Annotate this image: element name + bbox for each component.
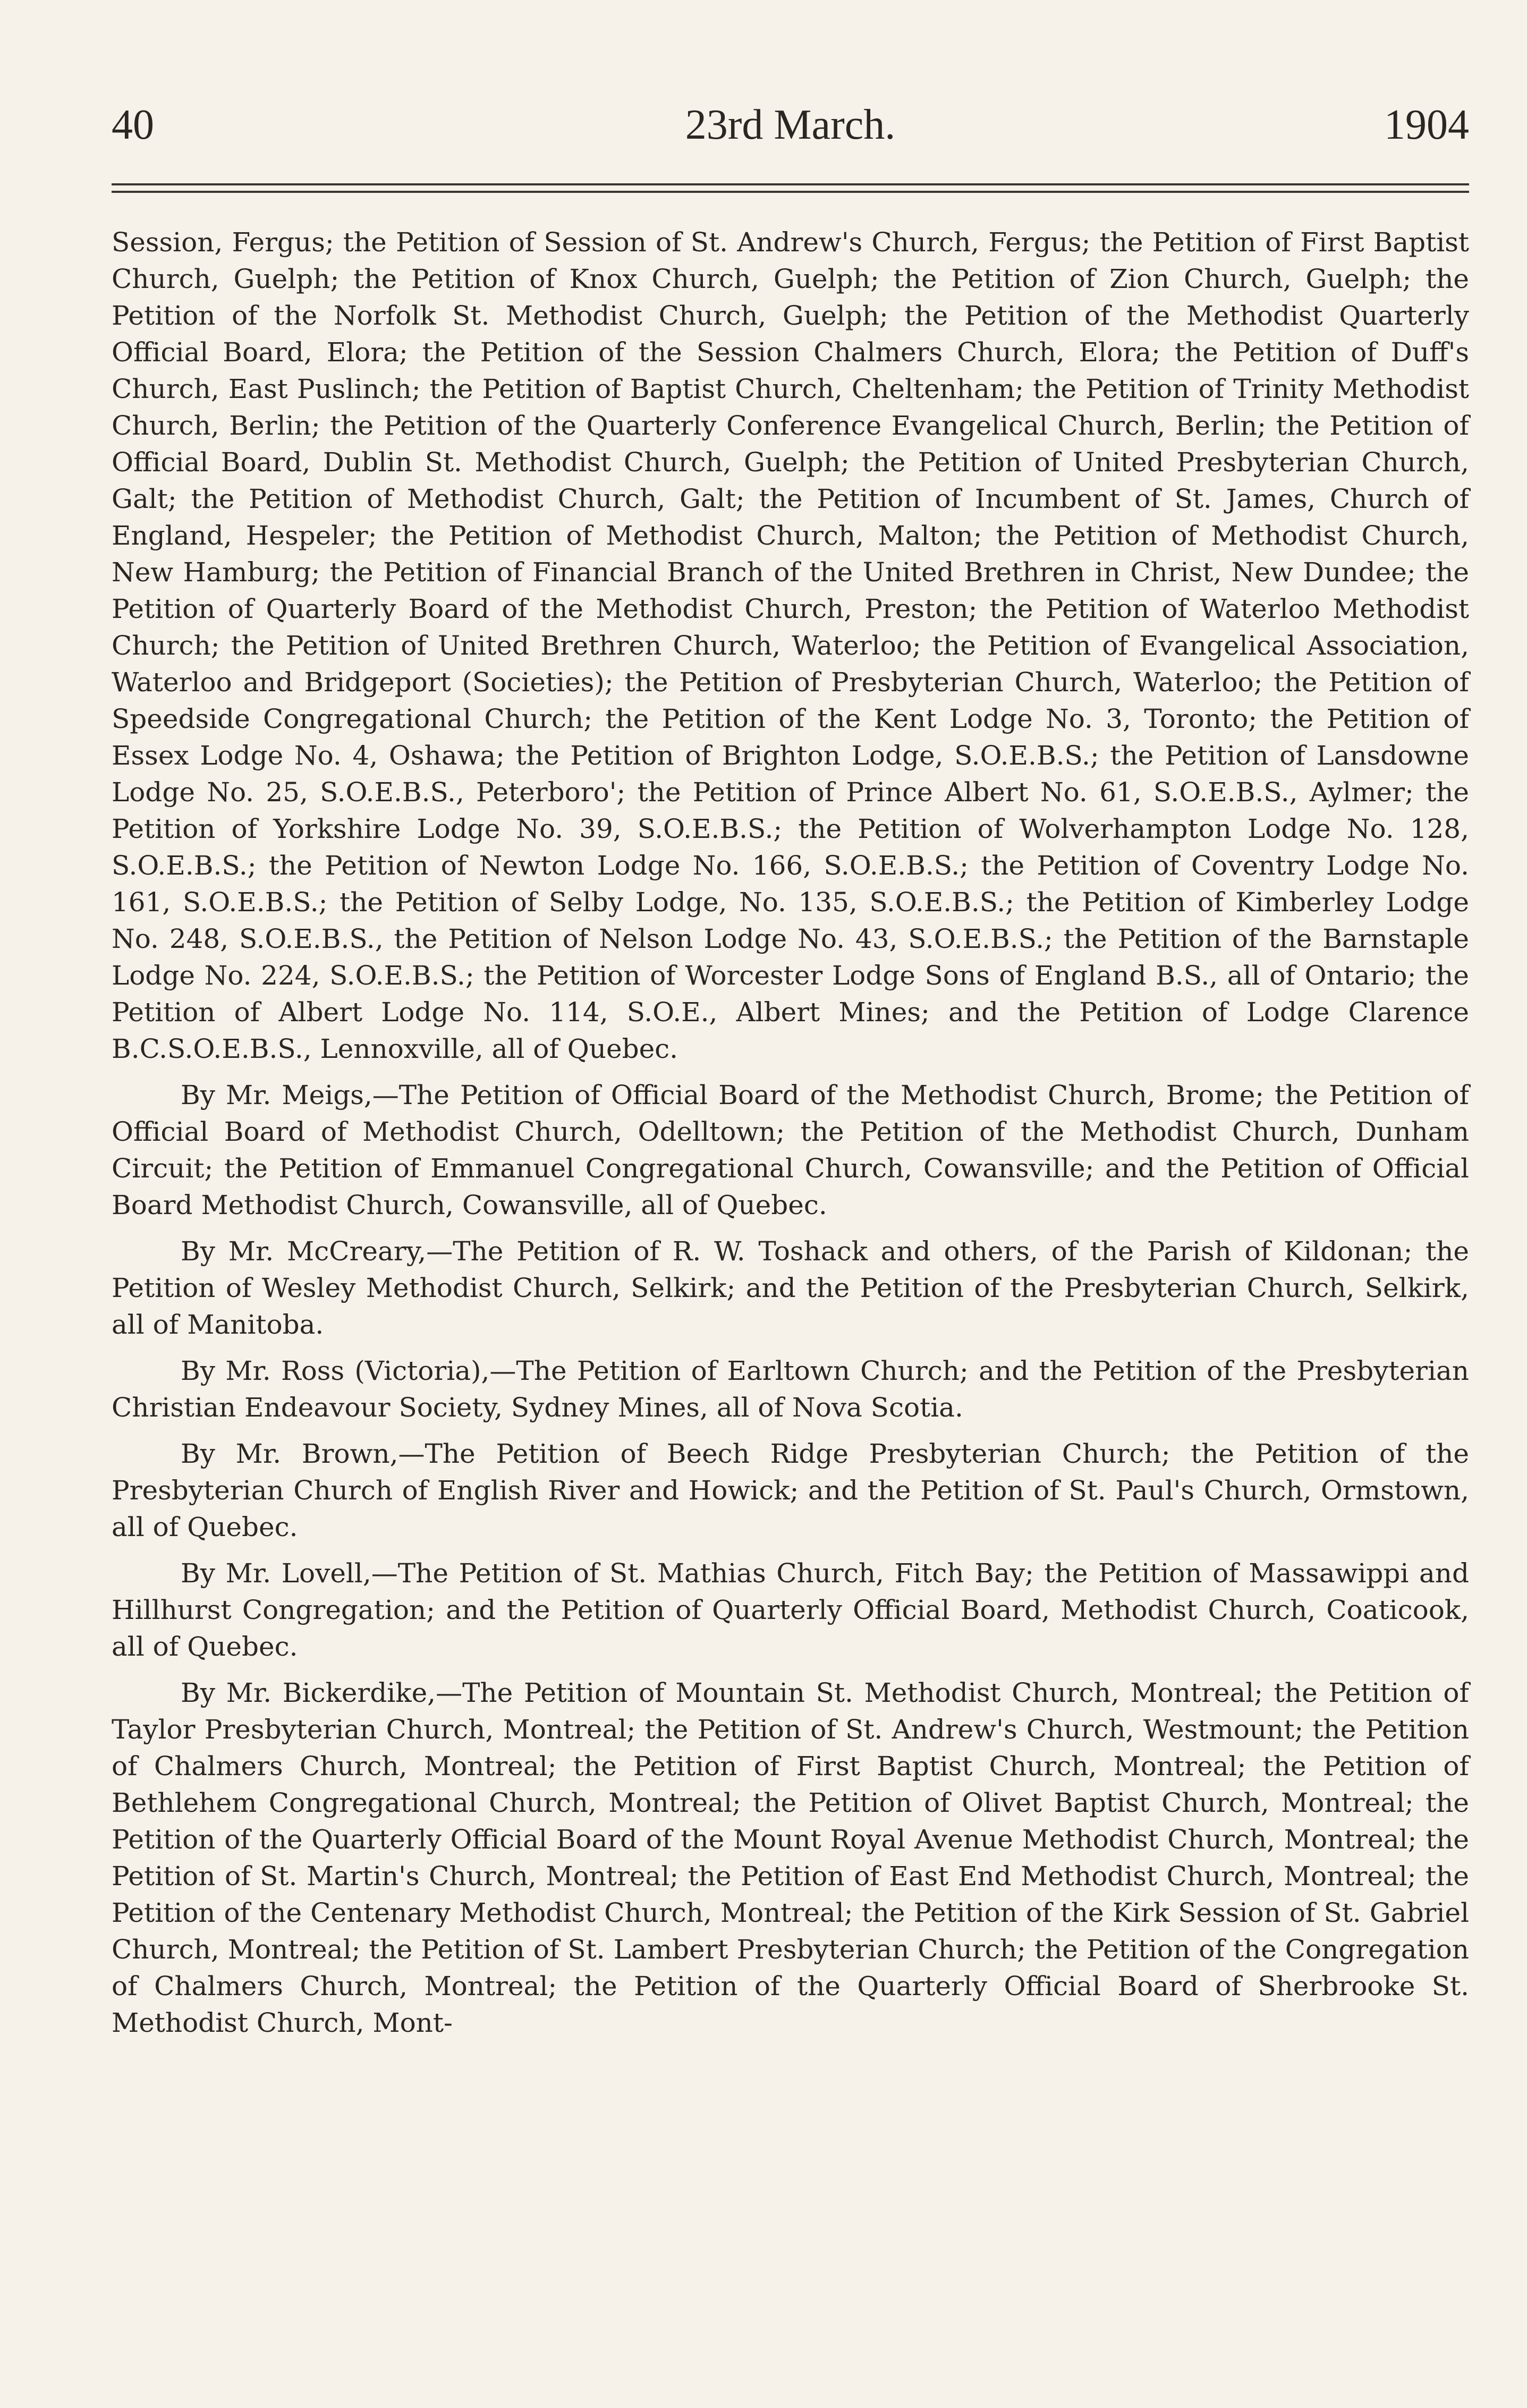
header-date: 23rd March. <box>685 101 896 148</box>
paragraph-bickerdike: By Mr. Bickerdike,—The Petition of Mountain St. Methodist Church, Montreal; the Petition of Taylor Presbyterian Church, Montreal; the Petition of St. Andrew's Church, Westmount; the Petition of Chalmers Church, Montreal; the Petition of First Baptist Church, Montreal; the Petition of Bethlehem Congregational Church, Montreal; the Petition of Olivet Baptist Church, Montreal; the Petition of the Quarterly Official Board of the Mount Royal Avenue Methodist Church, Montreal; the Petition of St. Martin's Church, Montreal; the Petition of East End Methodist Church, Montreal; the Petition of the Centenary Methodist Church, Montreal; the Petition of the Kirk Session of St. Gabriel Church, Montreal; the Petition of St. Lambert Presbyterian Church; the Petition of the Congregation of Chalmers Church, Montreal; the Petition of the Quarterly Official Board of Sherbrooke St. Methodist Church, Mont- <box>112 1677 1469 2038</box>
paragraph-ross: By Mr. Ross (Victoria),—The Petition of Earltown Church; and the Petition of the Presbyterian Christian Endeavour Society, Sydney Mines, all of Nova Scotia. <box>112 1355 1469 1423</box>
page-number: 40 <box>112 101 154 148</box>
header-year: 1904 <box>1384 101 1469 148</box>
paragraph-mccreary: By Mr. McCreary,—The Petition of R. W. Toshack and others, of the Parish of Kildonan; the Petition of Wesley Methodist Church, Selkirk; and the Petition of the Presbyterian Church, Selkirk, all of Manitoba. <box>112 1236 1469 1340</box>
paragraph-meigs: By Mr. Meigs,—The Petition of Official Board of the Methodist Church, Brome; the Petition of Official Board of Methodist Church, Odelltown; the Petition of the Methodist Church, Dunham Circuit; the Petition of Emmanuel Congregational Church, Cowansville; and the Petition of Official Board Methodist Church, Cowansville, all of Quebec. <box>112 1080 1469 1220</box>
page-header <box>112 96 1469 154</box>
header-double-rule <box>112 183 1469 195</box>
paragraph-brown: By Mr. Brown,—The Petition of Beech Ridge Presbyterian Church; the Petition of the Presbyterian Church of English River and Howick; and the Petition of St. Paul's Church, Ormstown, all of Quebec. <box>112 1438 1469 1542</box>
paragraph-lovell: By Mr. Lovell,—The Petition of St. Mathias Church, Fitch Bay; the Petition of Massawippi and Hillhurst Congregation; and the Petition of Quarterly Official Board, Methodist Church, Coaticook, all of Quebec. <box>112 1558 1469 1662</box>
paragraph-continuation: Session, Fergus; the Petition of Session of St. Andrew's Church, Fergus; the Petition of First Baptist Church, Guelph; the Petition of Knox Church, Guelph; the Petition of Zion Church, Guelph; the Petition of the Norfolk St. Methodist Church, Guelph; the Petition of the Methodist Quarterly Official Board, Elora; the Petition of the Session Chalmers Church, Elora; the Petition of Duff's Church, East Puslinch; the Petition of Baptist Church, Cheltenham; the Petition of Trinity Methodist Church, Berlin; the Petition of the Quarterly Conference Evangelical Church, Berlin; the Petition of Official Board, Dublin St. Methodist Church, Guelph; the Petition of United Presbyterian Church, Galt; the Petition of Methodist Church, Galt; the Petition of Incumbent of St. James, Church of England, Hespeler; the Petition of Methodist Church, Malton; the Petition of Methodist Church, New Hamburg; the Petition of Financial Branch of the United Brethren in Christ, New Dundee; the Petition of Quarterly Board of the Methodist Church, Preston; the Petition of Waterloo Methodist Church; the Petition of United Brethren Church, Waterloo; the Petition of Evangelical Association, Waterloo and Bridgeport (Societies); the Petition of Presbyterian Church, Waterloo; the Petition of Speedside Congregational Church; the Petition of the Kent Lodge No. 3, Toronto; the Petition of Essex Lodge No. 4, Oshawa; the Petition of Brighton Lodge, S.O.E.B.S.; the Petition of Lansdowne Lodge No. 25, S.O.E.B.S., Peterboro'; the Petition of Prince Albert No. 61, S.O.E.B.S., Aylmer; the Petition of Yorkshire Lodge No. 39, S.O.E.B.S.; the Petition of Wolverhampton Lodge No. 128, S.O.E.B.S.; the Petition of Newton Lodge No. 166, S.O.E.B.S.; the Petition of Coventry Lodge No. 161, S.O.E.B.S.; the Petition of Selby Lodge, No. 135, S.O.E.B.S.; the Petition of Kimberley Lodge No. 248, S.O.E.B.S., the Petition of Nelson Lodge No. 43, S.O.E.B.S.; the Petition of the Barnstaple Lodge No. 224, S.O.E.B.S.; the Petition of Worcester Lodge Sons of England B.S., all of Ontario; the Petition of Albert Lodge No. 114, S.O.E., Albert Mines; and the Petition of Lodge Clarence B.C.S.O.E.B.S., Lennoxville, all of Quebec. <box>112 227 1469 1064</box>
document-page <box>112 96 1469 2359</box>
body-text <box>112 224 1469 2041</box>
